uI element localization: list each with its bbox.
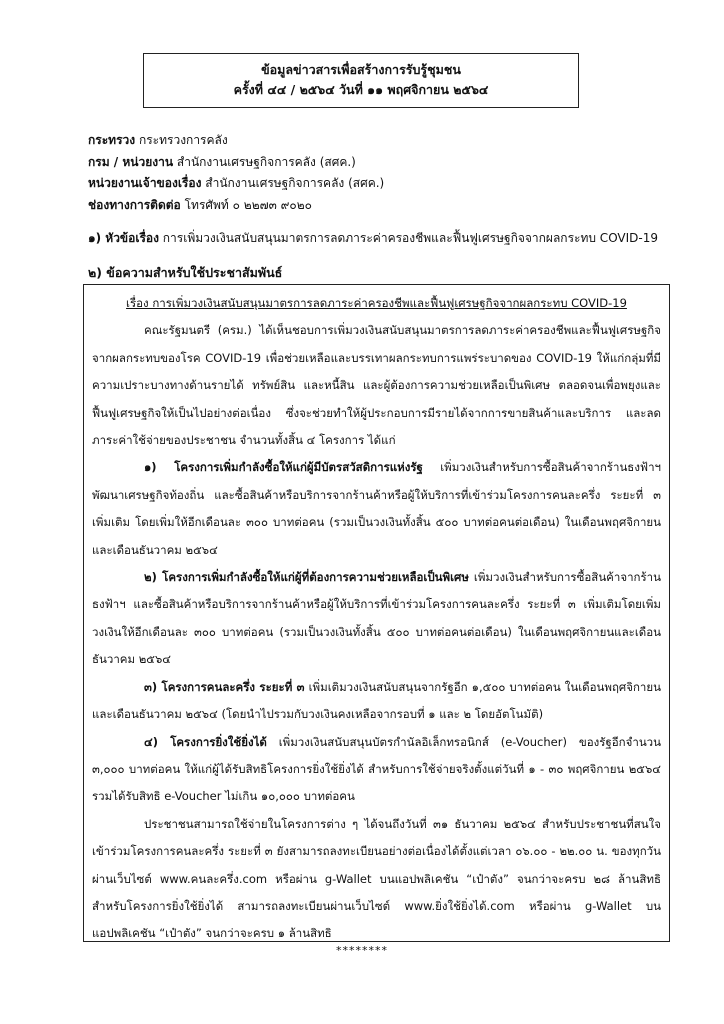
project-3-title: ๓) โครงการคนละครึ่ง ระยะที่ ๓ <box>144 679 305 694</box>
contact-row <box>88 195 688 217</box>
project-2-body: เพิ่มวงเงินสำหรับการซื้อสินค้าจากร้านธงฟ้าฯ และซื้อสินค้าหรือบริการจากร้านค้าหรือผู้ให้บริการที่เข้าร่วมโครงการคนละครึ่ง ระยะที่ ๓ เพิ่มเติมโดยเพิ่มวงเงินให้อีกเดือนละ ๓๐๐ บาทต่อคน (รวมเป็นวงเงินทั้งสิ้น ๕๐๐ บาทต่อคนต่อเดือน) ในเดือนพฤศจิกายนและเดือนธันวาคม ๒๕๖๔ <box>92 570 661 667</box>
project-1-body: เพิ่มวงเงินสำหรับการซื้อสินค้าจากร้านธงฟ้าฯ พัฒนาเศรษฐกิจท้องถิ่น และซื้อสินค้าหรือบริการจากร้านค้าหรือผู้ให้บริการที่เข้าร่วมโครงการคนละครึ่ง ระยะที่ ๓ เพิ่มเติม โดยเพิ่มให้อีกเดือนละ ๓๐๐ บาทต่อคน (รวมเป็นวงเงินทั้งสิ้น ๕๐๐ บาทต่อคนต่อเดือน) ในเดือนพฤศจิกายนและเดือนธันวาคม ๒๕๖๔ <box>92 460 661 557</box>
section-2-heading: ๒) ข้อความสำหรับใช้ประชาสัมพันธ์ <box>88 265 283 280</box>
owner-label: หน่วยงานเจ้าของเรื่อง <box>88 176 202 190</box>
document-meta <box>88 130 688 216</box>
project-4-body: เพิ่มวงเงินสนับสนุนบัตรกำนัลอิเล็กทรอนิกส์ (e-Voucher) ของรัฐอีกจำนวน ๓,๐๐๐ บาทต่อคน ให้แก่ผู้ได้รับสิทธิโครงการยิ่งใช้ยิ่งได้ สำหรับการใช้จ่ายจริงตั้งแต่วันที่ ๑ - ๓๐ พฤศจิกายน ๒๕๖๔ รวมได้รับสิทธิ e-Voucher ไม่เกิน ๑๐,๐๐๐ บาทต่อคน <box>92 734 661 804</box>
contact-value: โทรศัพท์ ๐ ๒๒๗๓ ๙๐๒๐ <box>184 197 312 212</box>
owner-row <box>88 173 688 195</box>
department-row <box>88 152 688 174</box>
ministry-value: กระทรวงการคลัง <box>138 133 228 147</box>
contact-label: ช่องทางการติดต่อ <box>88 197 181 212</box>
issue-line: ครั้งที่ ๔๔ / ๒๕๖๔ วันที่ ๑๑ พฤศจิกายน ๒๕๖๔ <box>233 82 489 97</box>
intro-paragraph: คณะรัฐมนตรี (ครม.) ได้เห็นชอบการเพิ่มวงเงินสนับสนุนมาตรการลดภาระค่าครองชีพและฟื้นฟูเศรษฐกิจจากผลกระทบของโรค COVID-19 เพื่อช่วยเหลือและบรรเทาผลกระทบการแพร่ระบาดของ COVID-19 ให้แก่กลุ่มที่มีความเปราะบางทางด้านรายได้ ทรัพย์สิน และหนี้สิน และผู้ต้องการความช่วยเหลือเป็นพิเศษ ตลอดจนเพื่อพยุงและฟื้นฟูเศรษฐกิจให้เป็นไปอย่างต่อเนื่อง ซึ่งจะช่วยทำให้ผู้ประกอบการมีรายได้จากการขายสินค้าและบริการ และลดภาระค่าใช้จ่ายของประชาชน จำนวนทั้งสิ้น ๔ โครงการ ได้แก่ <box>92 323 661 448</box>
department-label: กรม / หน่วยงาน <box>88 154 174 169</box>
project-1-paragraph <box>92 454 661 564</box>
topic-label: ๑) หัวข้อเรื่อง <box>88 231 159 245</box>
document-title: ข้อมูลข่าวสารเพื่อสร้างการรับรู้ชุมชน <box>261 62 461 77</box>
project-4-title: ๔) โครงการยิ่งใช้ยิ่งได้ <box>144 734 267 749</box>
pr-content-box <box>83 284 670 942</box>
project-3-paragraph <box>92 674 661 729</box>
project-3-body: เพิ่มเติมวงเงินสนับสนุนจากรัฐอีก ๑,๕๐๐ บาทต่อคน ในเดือนพฤศจิกายนและเดือนธันวาคม ๒๕๖๔ (โดยนำไปรวมกับวงเงินคงเหลือจากรอบที่ ๑ และ ๒ โดยอัตโนมัติ) <box>92 679 661 722</box>
closing-paragraph: ประชาชนสามารถใช้จ่ายในโครงการต่าง ๆ ได้จนถึงวันที่ ๓๑ ธันวาคม ๒๕๖๔ สำหรับประชาชนที่สนใจเข้าร่วมโครงการคนละครึ่ง ระยะที่ ๓ ยังสามารถลงทะเบียนอย่างต่อเนื่องได้ตั้งแต่เวลา ๐๖.๐๐ - ๒๒.๐๐ น. ของทุกวัน ผ่านเว็บไซต์ www.คนละครึ่ง.com หรือผ่าน g-Wallet บนแอปพลิเคชัน “เป๋าตัง” จนกว่าจะครบ ๒๘ ล้านสิทธิ สำหรับโครงการยิ่งใช้ยิ่งได้ สามารถลงทะเบียนผ่านเว็บไซต์ www.ยิ่งใช้ยิ่งได้.com หรือผ่าน g-Wallet บนแอปพลิเคชัน “เป๋าตัง” จนกว่าจะครบ ๑ ล้านสิทธิ <box>92 816 661 941</box>
topic-row <box>88 229 688 248</box>
project-1-title: ๑) โครงการเพิ่มกำลังซื้อให้แก่ผู้มีบัตรสวัสดิการแห่งรัฐ <box>144 460 423 475</box>
owner-value: สำนักงานเศรษฐกิจการคลัง (สศค.) <box>205 176 385 190</box>
content-subject: เรื่อง การเพิ่มวงเงินสนับสนุนมาตรการลดภาระค่าครองชีพและฟื้นฟูเศรษฐกิจจากผลกระทบ COVID-19 <box>126 296 627 310</box>
project-2-paragraph <box>92 564 661 674</box>
project-2-title: ๒) โครงการเพิ่มกำลังซื้อให้แก่ผู้ที่ต้องการความช่วยเหลือเป็นพิเศษ <box>144 570 469 585</box>
project-4-paragraph <box>92 729 661 811</box>
topic-value: การเพิ่มวงเงินสนับสนุนมาตรการลดภาระค่าครองชีพและฟื้นฟูเศรษฐกิจจากผลกระทบ COVID-19 <box>162 231 659 245</box>
document-header-box <box>143 53 579 108</box>
department-value: สำนักงานเศรษฐกิจการคลัง (สศค.) <box>176 154 356 169</box>
ministry-label: กระทรวง <box>88 133 136 147</box>
end-marker: ******** <box>336 944 388 957</box>
ministry-row <box>88 130 688 152</box>
